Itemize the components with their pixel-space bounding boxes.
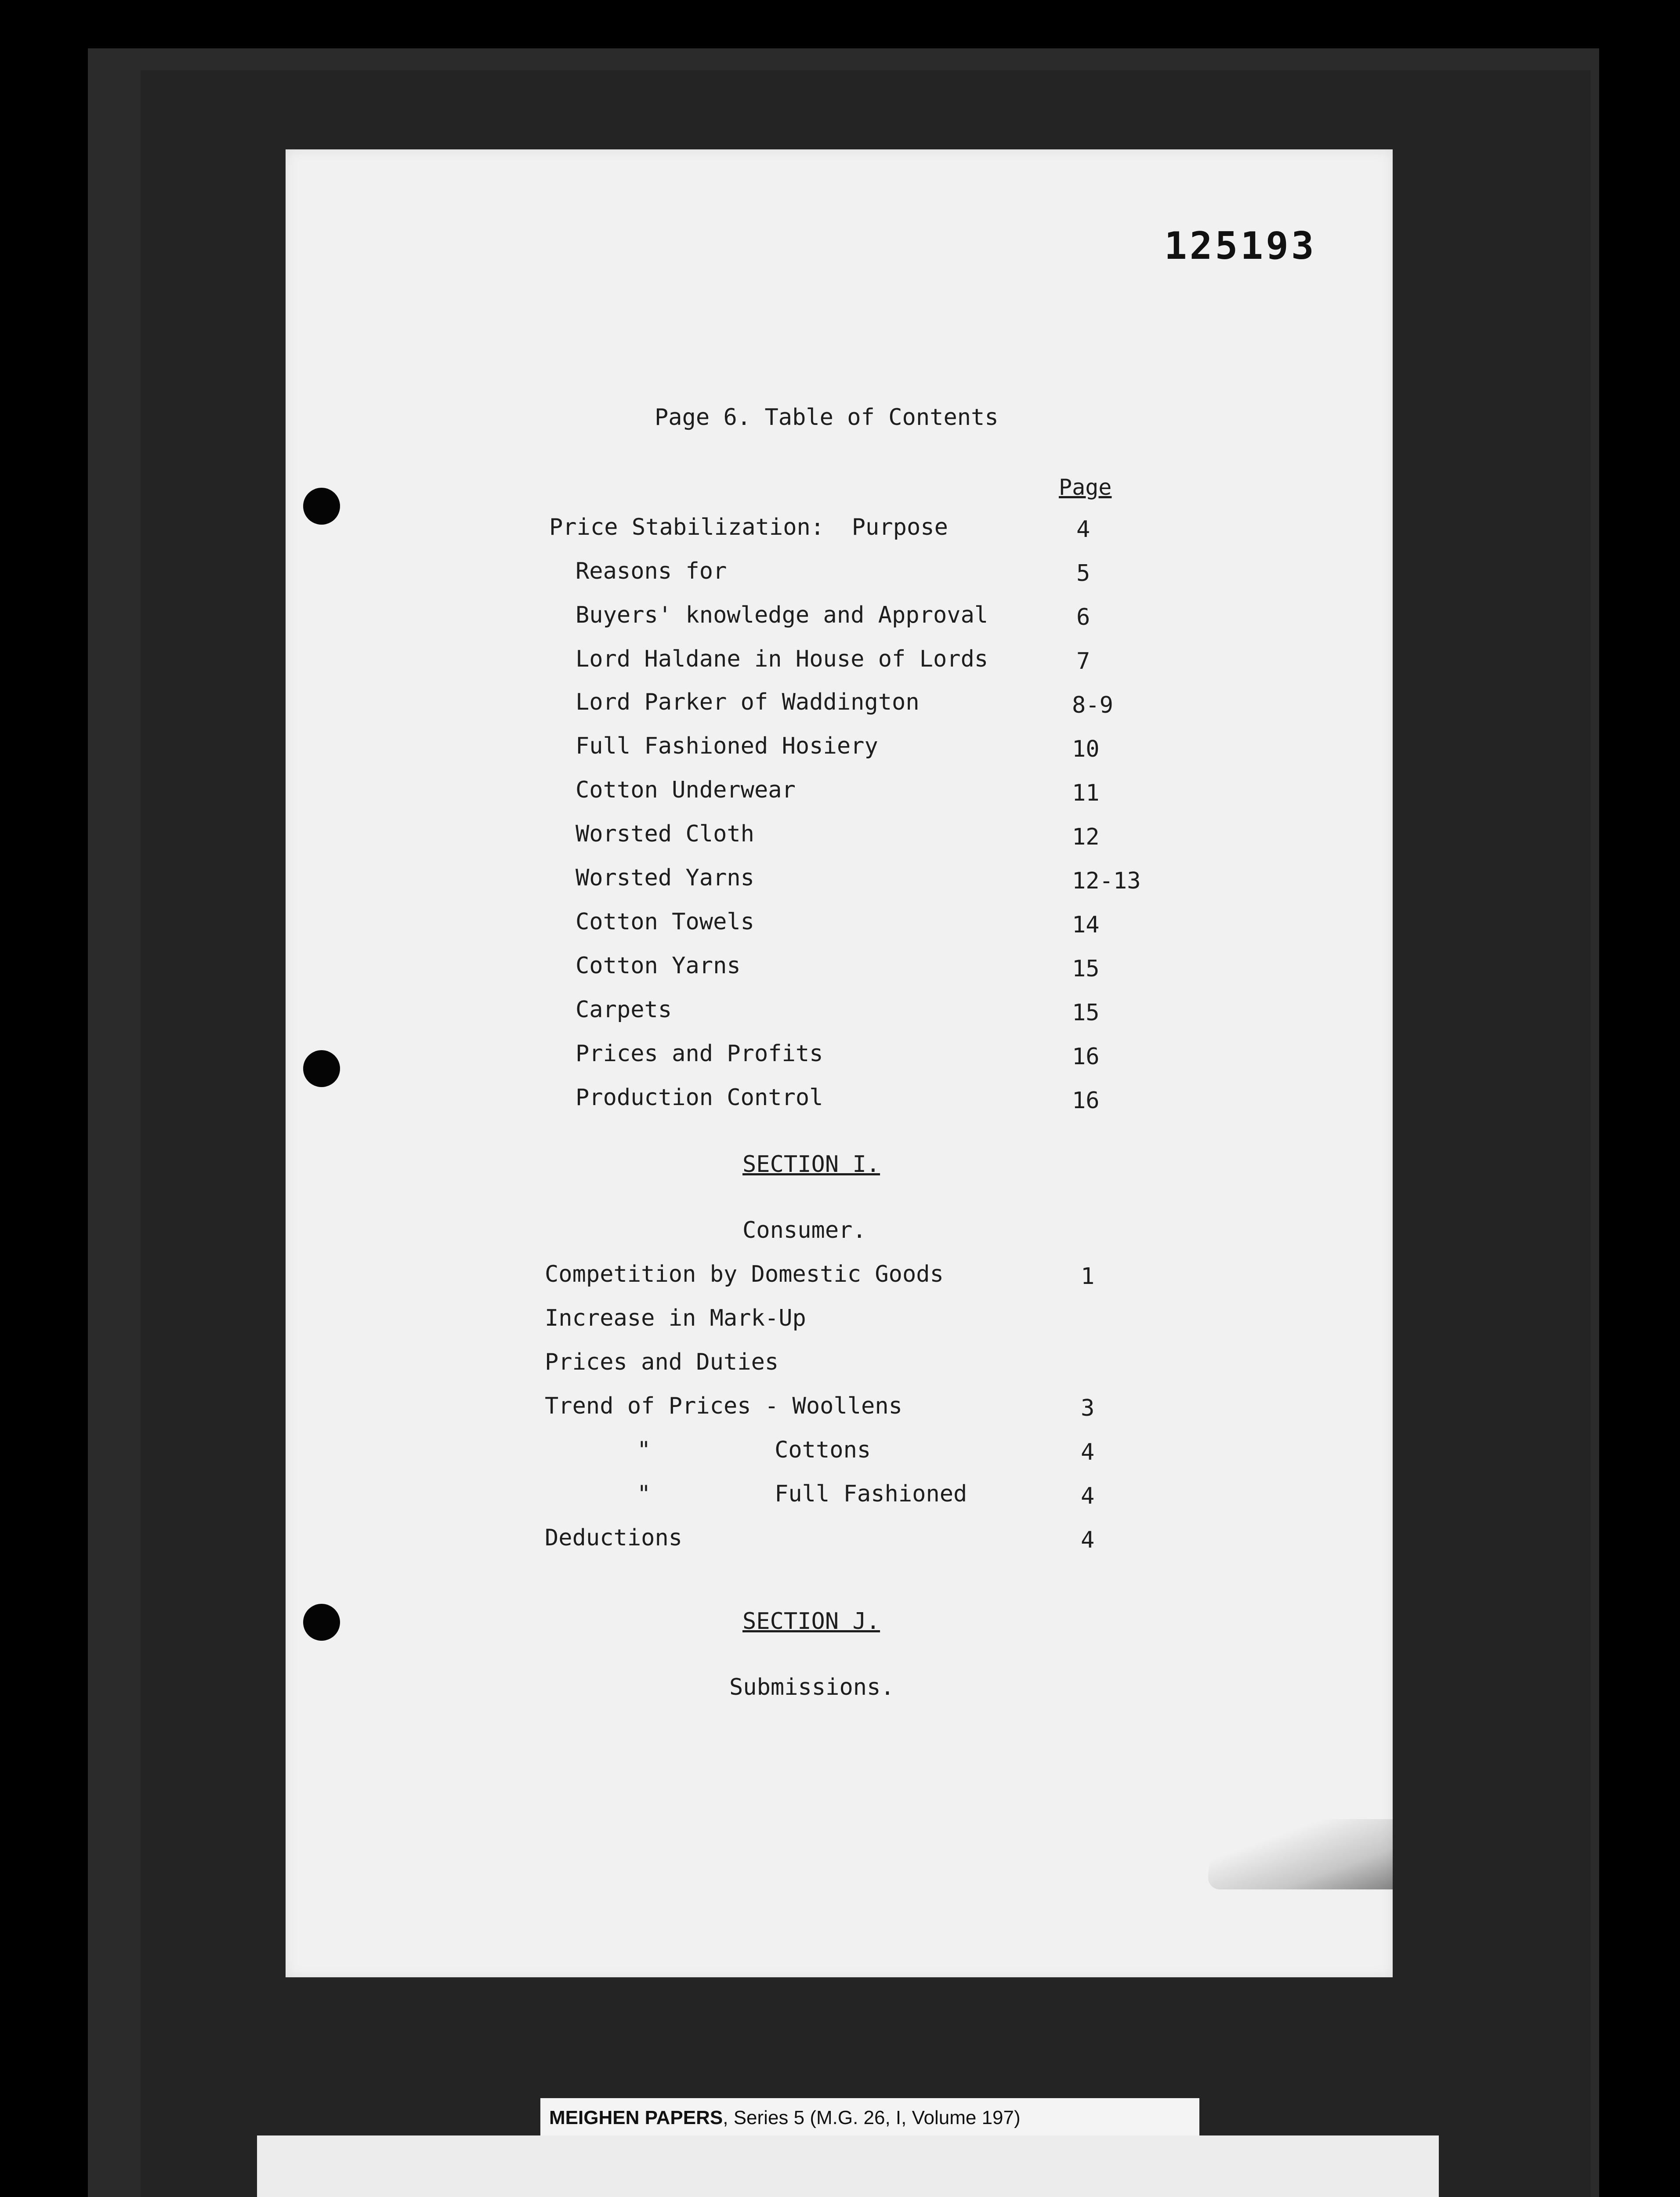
toc-page-number: 10 (1072, 736, 1100, 762)
page-corner-shadow (1208, 1819, 1393, 1889)
toc-entry: Lord Parker of Waddington (576, 689, 920, 715)
toc-entry: Carpets (576, 997, 672, 1023)
section-i-page-number: 1 (1081, 1263, 1095, 1290)
page-heading: Page 6. Table of Contents (655, 404, 999, 431)
toc-entry: Cotton Towels (576, 909, 754, 935)
section-i-page-number: 4 (1081, 1483, 1095, 1509)
toc-entry: Production Control (576, 1084, 823, 1111)
section-i-entry: " Cottons (637, 1437, 871, 1463)
archive-reference-details: , Series 5 (M.G. 26, I, Volume 197) (723, 2107, 1021, 2128)
toc-page-number: 14 (1072, 912, 1100, 938)
punch-hole-middle (303, 1050, 340, 1087)
toc-page-number: 15 (1072, 956, 1100, 982)
toc-page-number: 8-9 (1072, 692, 1113, 718)
archive-reference-collection: MEIGHEN PAPERS (549, 2107, 723, 2128)
toc-page-number: 4 (1076, 516, 1090, 543)
toc-page-number: 7 (1076, 648, 1090, 674)
toc-entry: Cotton Underwear (576, 777, 796, 803)
section-i-page-number: 4 (1081, 1439, 1095, 1465)
section-i-subtitle: Consumer. (742, 1217, 866, 1244)
toc-page-number: 11 (1072, 780, 1100, 806)
section-i-entry: Trend of Prices - Woollens (545, 1393, 902, 1419)
section-i-entry: Deductions (545, 1525, 683, 1551)
toc-entry: Buyers' knowledge and Approval (576, 602, 988, 628)
punch-hole-top (303, 488, 340, 525)
toc-entry: Price Stabilization: Purpose (549, 514, 948, 540)
toc-entry: Cotton Yarns (576, 953, 741, 979)
section-i-page-number: 4 (1081, 1527, 1095, 1553)
toc-page-number: 15 (1072, 1000, 1100, 1026)
page-column-header: Page (1059, 475, 1112, 500)
toc-entry: Worsted Cloth (576, 821, 754, 847)
toc-page-number: 6 (1076, 604, 1090, 631)
toc-entry: Full Fashioned Hosiery (576, 733, 878, 759)
document-number: 125193 (1164, 224, 1317, 268)
document-page (286, 149, 1393, 1977)
section-i-title: SECTION I. (742, 1151, 880, 1178)
punch-hole-bottom (303, 1604, 340, 1641)
toc-entry: Reasons for (576, 558, 727, 584)
toc-entry: Worsted Yarns (576, 865, 754, 891)
section-i-entry: Prices and Duties (545, 1349, 779, 1375)
toc-page-number: 16 (1072, 1088, 1100, 1114)
toc-page-number: 12-13 (1072, 868, 1141, 894)
section-j-subtitle: Submissions. (729, 1674, 894, 1700)
toc-entry: Prices and Profits (576, 1040, 823, 1067)
archive-card (257, 2135, 1439, 2197)
archive-reference-strip (540, 2098, 1199, 2138)
section-j-title: SECTION J. (742, 1608, 880, 1635)
section-i-entry: Competition by Domestic Goods (545, 1261, 944, 1287)
toc-page-number: 16 (1072, 1044, 1100, 1070)
toc-entry: Lord Haldane in House of Lords (576, 646, 988, 672)
section-i-page-number: 3 (1081, 1395, 1095, 1421)
section-i-entry: " Full Fashioned (637, 1481, 967, 1507)
section-i-entry: Increase in Mark-Up (545, 1305, 806, 1331)
toc-page-number: 5 (1076, 560, 1090, 587)
toc-page-number: 12 (1072, 824, 1100, 850)
